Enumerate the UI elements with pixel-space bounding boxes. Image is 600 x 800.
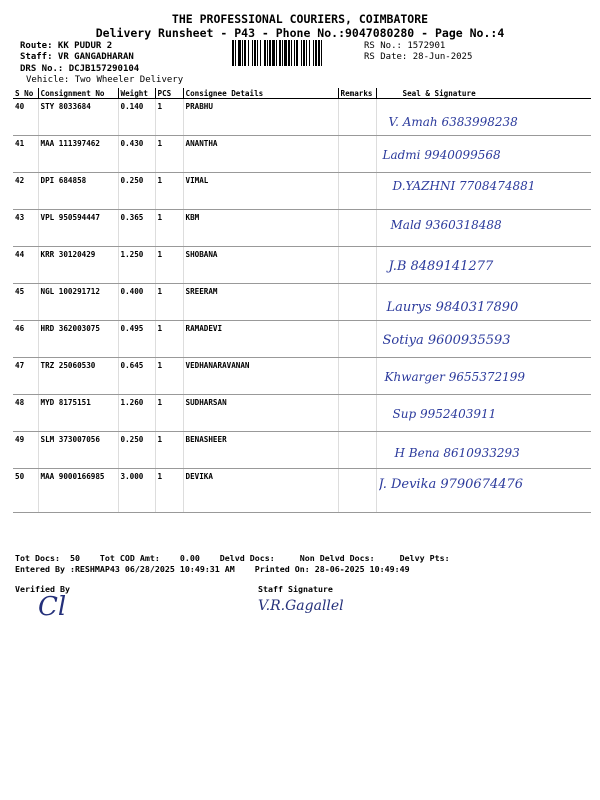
table-row	[13, 284, 591, 321]
cell-consignee: SHOBANA	[183, 247, 338, 284]
table-row	[13, 99, 591, 136]
table-row	[13, 173, 591, 210]
cell-consignee: BENASHEER	[183, 432, 338, 469]
cell-consignee: SUDHARSAN	[183, 395, 338, 432]
cell-consignment: STY 8033684	[38, 99, 118, 136]
cell-consignment: KRR 30120429	[38, 247, 118, 284]
cell-pcs: 1	[155, 432, 183, 469]
staff-handwritten-signature: V.R.Gagallel	[258, 598, 344, 614]
cell-weight: 0.250	[118, 173, 155, 210]
route-label: Route: KK PUDUR 2	[20, 41, 113, 51]
cell-remarks	[338, 284, 376, 321]
cell-remarks	[338, 321, 376, 358]
handwritten-signature: J. Devika 9790674476	[378, 477, 524, 492]
verified-by-label: Verified By	[15, 584, 70, 594]
cell-consignee: VIMAL	[183, 173, 338, 210]
handwritten-signature: Sotiya 9600935593	[382, 333, 511, 348]
cell-signature	[376, 99, 591, 136]
cell-signature	[376, 432, 591, 469]
table-row	[13, 136, 591, 173]
handwritten-signature: Laurys 9840317890	[386, 300, 519, 315]
cell-weight: 0.365	[118, 210, 155, 247]
cell-consignee: SREERAM	[183, 284, 338, 321]
handwritten-signature: Mald 9360318488	[390, 218, 502, 232]
rs-number: RS No.: 1572901	[364, 41, 446, 51]
table-row	[13, 469, 591, 513]
cell-remarks	[338, 469, 376, 513]
handwritten-signature: D.YAZHNI 7708474881	[392, 179, 536, 193]
col-header-signature: Seal & Signature	[376, 88, 591, 99]
cell-weight: 0.400	[118, 284, 155, 321]
cell-signature	[376, 469, 591, 513]
col-header-consignment: Consignment No	[38, 88, 118, 99]
handwritten-signature: H Bena 8610933293	[394, 446, 520, 460]
table-row	[13, 210, 591, 247]
col-header-remarks: Remarks	[338, 88, 376, 99]
col-header-pcs: PCS	[155, 88, 183, 99]
cell-sno: 44	[13, 247, 38, 284]
table-row	[13, 321, 591, 358]
cell-remarks	[338, 210, 376, 247]
handwritten-signature: Ladmi 9940099568	[382, 148, 501, 162]
cell-pcs: 1	[155, 247, 183, 284]
cell-signature	[376, 173, 591, 210]
cell-sno: 43	[13, 210, 38, 247]
cell-consignee: PRABHU	[183, 99, 338, 136]
cell-signature	[376, 136, 591, 173]
cell-pcs: 1	[155, 284, 183, 321]
cell-signature	[376, 395, 591, 432]
cell-signature	[376, 358, 591, 395]
cell-weight: 1.260	[118, 395, 155, 432]
cell-pcs: 1	[155, 469, 183, 513]
cell-consignment: MYD 8175151	[38, 395, 118, 432]
cell-weight: 0.430	[118, 136, 155, 173]
staff-signature-label: Staff Signature	[258, 584, 333, 594]
table-row	[13, 247, 591, 284]
cell-consignee: KBM	[183, 210, 338, 247]
cell-remarks	[338, 395, 376, 432]
cell-weight: 0.495	[118, 321, 155, 358]
cell-consignee: ANANTHA	[183, 136, 338, 173]
cell-signature	[376, 321, 591, 358]
cell-remarks	[338, 136, 376, 173]
cell-weight: 0.140	[118, 99, 155, 136]
col-header-weight: Weight	[118, 88, 155, 99]
cell-sno: 45	[13, 284, 38, 321]
col-header-consignee: Consignee Details	[183, 88, 338, 99]
vehicle-label: Vehicle: Two Wheeler Delivery	[26, 75, 184, 85]
cell-consignment: TRZ 25060530	[38, 358, 118, 395]
cell-sno: 40	[13, 99, 38, 136]
cell-remarks	[338, 432, 376, 469]
cell-weight: 1.250	[118, 247, 155, 284]
cell-pcs: 1	[155, 395, 183, 432]
cell-pcs: 1	[155, 136, 183, 173]
cell-consignment: NGL 100291712	[38, 284, 118, 321]
company-title: THE PROFESSIONAL COURIERS, COIMBATORE	[171, 12, 429, 26]
cell-sno: 49	[13, 432, 38, 469]
cell-remarks	[338, 358, 376, 395]
runsheet-title: Delivery Runsheet - P43 - Phone No.:9047080280 - Page No.:4	[95, 26, 505, 40]
cell-sno: 46	[13, 321, 38, 358]
col-header-sno: S No	[13, 88, 38, 99]
cell-pcs: 1	[155, 99, 183, 136]
cell-sno: 41	[13, 136, 38, 173]
cell-consignment: HRD 362003075	[38, 321, 118, 358]
cell-consignment: VPL 950594447	[38, 210, 118, 247]
barcode	[232, 40, 356, 66]
cell-sno: 42	[13, 173, 38, 210]
handwritten-signature: V. Amah 6383998238	[388, 115, 518, 129]
entered-by-line: Entered By :RESHMAP43 06/28/2025 10:49:31 AM Printed On: 28-06-2025 10:49:49	[15, 564, 410, 574]
cell-sno: 47	[13, 358, 38, 395]
cell-pcs: 1	[155, 321, 183, 358]
cell-sno: 50	[13, 469, 38, 513]
table-row	[13, 432, 591, 469]
drs-number: DRS No.: DCJB157290104	[20, 64, 140, 74]
cell-consignment: DPI 684858	[38, 173, 118, 210]
cell-weight: 0.250	[118, 432, 155, 469]
cell-remarks	[338, 247, 376, 284]
cell-weight: 0.645	[118, 358, 155, 395]
handwritten-signature: Khwarger 9655372199	[384, 370, 526, 384]
cell-remarks	[338, 173, 376, 210]
cell-signature	[376, 247, 591, 284]
rs-date: RS Date: 28-Jun-2025	[364, 52, 473, 62]
runsheet-table	[13, 88, 591, 513]
cell-consignee: DEVIKA	[183, 469, 338, 513]
cell-consignee: VEDHANARAVANAN	[183, 358, 338, 395]
cell-consignment: SLM 373007056	[38, 432, 118, 469]
table-row	[13, 358, 591, 395]
cell-pcs: 1	[155, 358, 183, 395]
cell-weight: 3.000	[118, 469, 155, 513]
handwritten-signature: J.B 8489141277	[388, 259, 494, 274]
cell-signature	[376, 210, 591, 247]
cell-consignee: RAMADEVI	[183, 321, 338, 358]
cell-consignment: MAA 9000166985	[38, 469, 118, 513]
cell-pcs: 1	[155, 173, 183, 210]
table-row	[13, 395, 591, 432]
cell-signature	[376, 284, 591, 321]
totals-line: Tot Docs: 50 Tot COD Amt: 0.00 Delvd Docs: Non Delvd Docs: Delvy Pts:	[15, 553, 450, 563]
handwritten-signature: Sup 9952403911	[392, 407, 497, 421]
staff-label: Staff: VR GANGADHARAN	[20, 52, 134, 62]
table-header-row	[13, 88, 591, 99]
cell-remarks	[338, 99, 376, 136]
cell-sno: 48	[13, 395, 38, 432]
cell-pcs: 1	[155, 210, 183, 247]
verified-signature: Cl	[38, 592, 67, 622]
cell-consignment: MAA 111397462	[38, 136, 118, 173]
